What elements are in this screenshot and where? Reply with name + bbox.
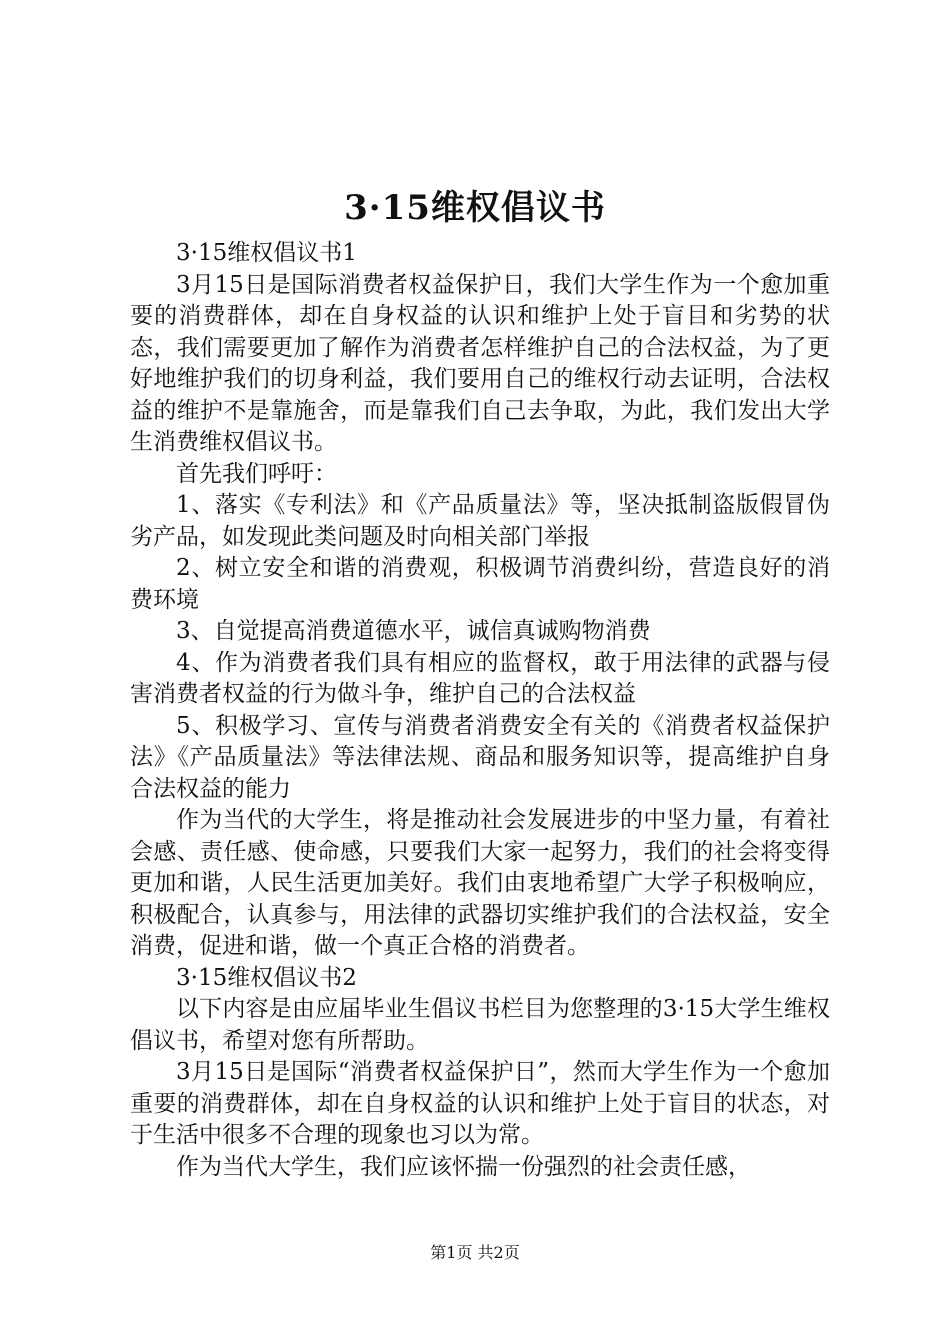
list-item-3: 3、自觉提高消费道德水平，诚信真诚购物消费 (176, 618, 651, 644)
paragraph-source-note: 以下内容是由应届毕业生倡议书栏目为您整理的3·15大学生维权倡议书，希望对您有所帮助。 (130, 996, 830, 1054)
page-footer: 第1页 共2页 (430, 1243, 520, 1262)
list-item-2: 2、树立安全和谐的消费观，积极调节消费纠纷，营造良好的消费环境 (130, 555, 830, 613)
list-item-4: 4、作为消费者我们具有相应的监督权，敢于用法律的武器与侵害消费者权益的行为做斗争，维护自己的合法权益 (130, 649, 830, 707)
paragraph-call: 首先我们呼吁： (176, 460, 337, 487)
paragraph-context: 3月15日是国际“消费者权益保护日”，然而大学生作为一个愈加重要的消费群体，却在自身权益的认识和维护上处于盲目的状态，对于生活中很多不合理的现象也习以为常。 (130, 1059, 830, 1148)
paragraph-intro: 3月15日是国际消费者权益保护日，我们大学生作为一个愈加重要的消费群体，却在自身权益的认识和维护上处于盲目和劣势的状态，我们需要更加了解作为消费者怎样维护自己的合法权益，为了更好地维护我们的切身利益，我们要用自己的维权行动去证明，合法权益的维护不是靠施舍，而是靠我们自己去争取，为此，我们发出大学生消费维权倡议书。 (130, 271, 830, 455)
list-item-1: 1、落实《专利法》和《产品质量法》等，坚决抵制盗版假冒伪劣产品，如发现此类问题及时向相关部门举报 (130, 492, 830, 550)
section-heading-2: 3·15维权倡议书2 (176, 964, 357, 991)
document-title: 3·15维权倡议书 (344, 188, 606, 228)
paragraph-conclusion: 作为当代的大学生，将是推动社会发展进步的中坚力量，有着社会感、责任感、使命感，只要我们大家一起努力，我们的社会将变得更加和谐，人民生活更加美好。我们由衷地希望广大学子积极响应，积极配合，认真参与，用法律的武器切实维护我们的合法权益，安全消费，促进和谐，做一个真正合格的消费者。 (130, 807, 830, 959)
document-body (130, 238, 830, 1183)
paragraph-continued: 作为当代大学生，我们应该怀揣一份强烈的社会责任感， (176, 1153, 751, 1180)
list-item-5: 5、积极学习、宣传与消费者消费安全有关的《消费者权益保护法》《产品质量法》等法律法规、商品和服务知识等，提高维护自身合法权益的能力 (130, 712, 830, 802)
section-heading-1: 3·15维权倡议书1 (176, 240, 357, 266)
